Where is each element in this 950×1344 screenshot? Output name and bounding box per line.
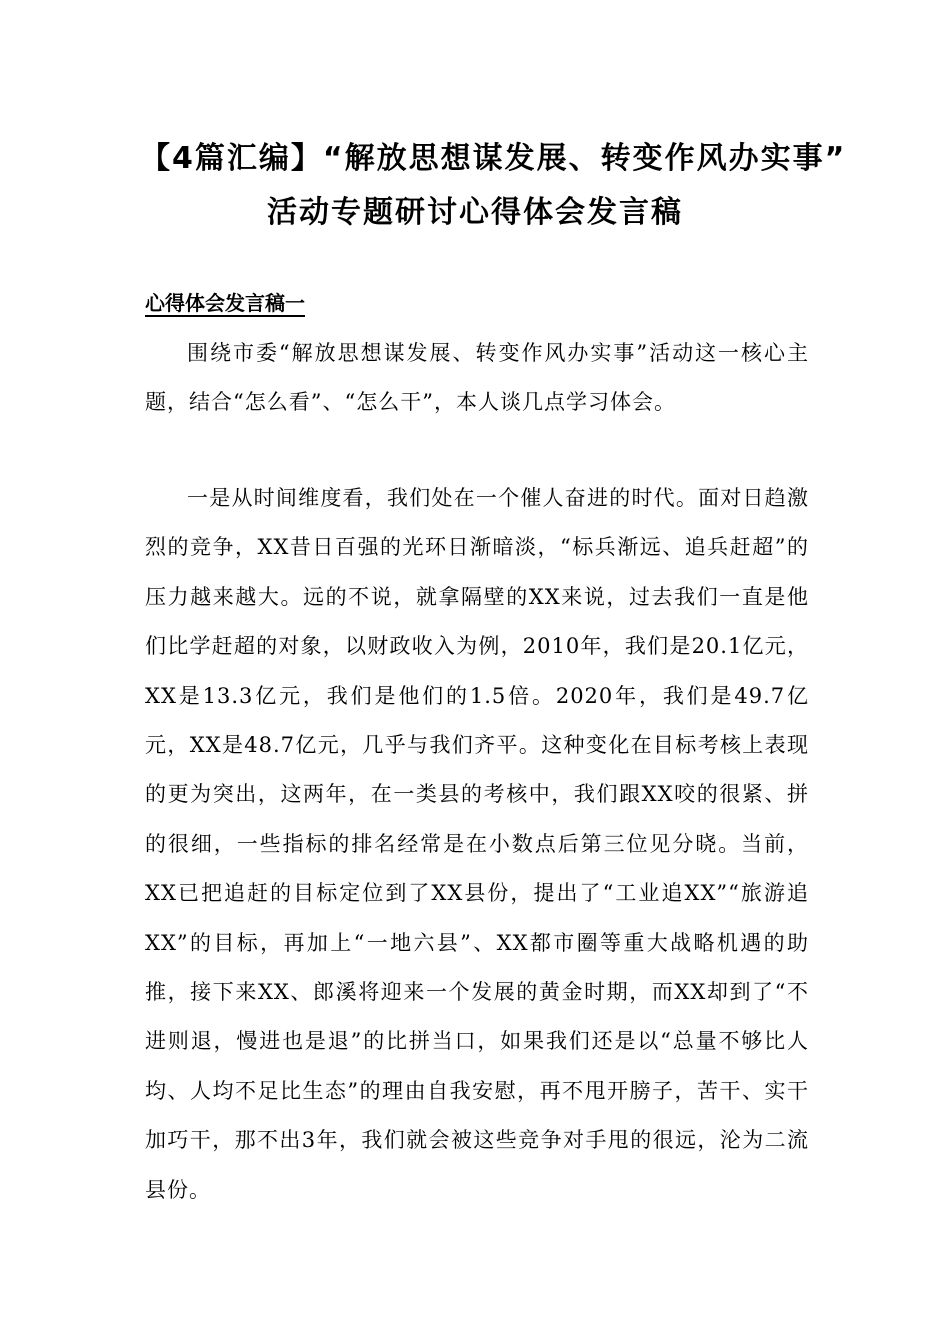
paragraph-intro: 围绕市委“解放思想谋发展、转变作风办实事”活动这一核心主题，结合“怎么看”、“怎么干”，本人谈几点学习体会。 [145, 341, 809, 415]
paragraph-body: 一是从时间维度看，我们处在一个催人奋进的时代。面对日趋激烈的竞争，XX昔日百强的光环日渐暗淡，“标兵渐远、追兵赶超”的压力越来越大。远的不说，就拿隔壁的XX来说，过去我们一直是他们比学赶超的对象，以财政收入为例，2010年，我们是20.1亿元，XX是13.3亿元，我们是他们的1.5倍。2020年，我们是49.7亿元，XX是48.7亿元，几乎与我们齐平。这种变化在目标考核上表现的更为突出，这两年，在一类县的考核中，我们跟XX咬的很紧、拼的很细，一些指标的排名经常是在小数点后第三位见分晓。当前，XX已把追赶的目标定位到了XX县份，提出了“工业追XX”“旅游追XX”的目标，再加上“一地六县”、XX都市圈等重大战略机遇的助推，接下来XX、郎溪将迎来一个发展的黄金时期，而XX却到了“不进则退，慢进也是退”的比拼当口，如果我们还是以“总量不够比人均、人均不足比生态”的理由自我安慰，再不甩开膀子，苦干、实干加巧干，那不出3年，我们就会被这些竞争对手甩的很远，沦为二流县份。 [145, 486, 809, 1202]
document-title-line-2: 活动专题研讨心得体会发言稿 [267, 195, 683, 230]
section-heading: 心得体会发言稿一 [145, 291, 305, 315]
document-title-line-1: 【4篇汇编】“解放思想谋发展、转变作风办实事” [140, 141, 847, 176]
